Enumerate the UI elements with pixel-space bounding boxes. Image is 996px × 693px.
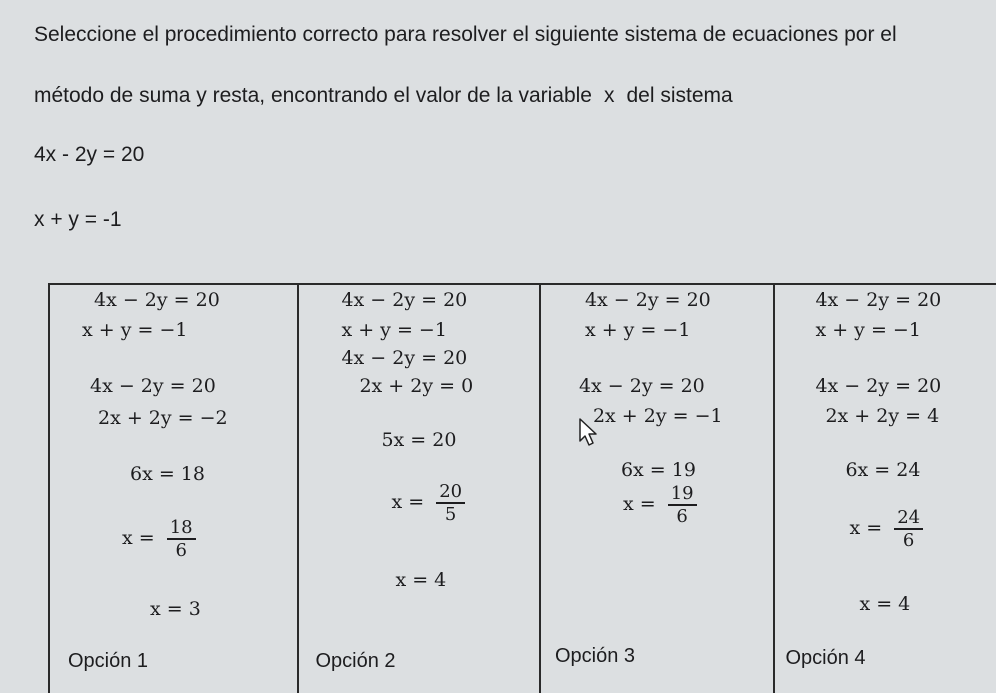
option-2-result: x = 4 <box>395 569 447 591</box>
option-4-fraction-row <box>849 507 923 551</box>
option-1-line-2: x + y = −1 <box>82 319 188 341</box>
option-2-line-1: 4x − 2y = 20 <box>341 289 468 311</box>
option-3-denominator: 6 <box>676 506 688 527</box>
option-3-fraction-row <box>623 483 697 527</box>
question-variable: x <box>604 84 615 107</box>
option-1-cell[interactable] <box>50 285 299 693</box>
options-table <box>48 283 996 693</box>
option-4-numerator: 24 <box>894 507 923 530</box>
option-1-line-4: 2x + 2y = −2 <box>98 407 228 429</box>
option-2-cell[interactable] <box>299 285 541 693</box>
option-3-cell[interactable] <box>541 285 776 693</box>
question-line-2-end: del sistema <box>626 84 733 107</box>
option-4-fraction-lhs: x = <box>849 517 883 539</box>
question-line-2-text: método de suma y resta, encontrando el valor de la variable <box>34 84 592 107</box>
option-2-line-3: 4x − 2y = 20 <box>341 347 468 369</box>
option-2-label[interactable]: Opción 2 <box>315 650 396 672</box>
option-4-line-2: x + y = −1 <box>815 319 921 341</box>
option-2-fraction-lhs: x = <box>391 491 425 513</box>
option-1-line-3: 4x − 2y = 20 <box>90 375 216 397</box>
option-4-line-4: 2x + 2y = 4 <box>825 405 940 427</box>
option-2-denominator: 5 <box>444 504 457 525</box>
option-4-denominator: 6 <box>902 530 915 551</box>
option-4-cell[interactable] <box>775 285 996 693</box>
option-1-fraction <box>167 517 196 561</box>
option-1-fraction-lhs: x = <box>122 527 155 549</box>
option-2-fraction-row <box>391 481 465 525</box>
system-equation-1: 4x - 2y = 20 <box>34 143 145 166</box>
option-1-line-5: 6x = 18 <box>130 463 205 485</box>
option-1-label[interactable]: Opción 1 <box>68 650 149 672</box>
option-1-line-1: 4x − 2y = 20 <box>94 289 220 311</box>
option-4-fraction <box>894 507 923 551</box>
option-4-line-3: 4x − 2y = 20 <box>815 375 942 397</box>
option-1-denominator: 6 <box>175 540 187 561</box>
option-4-line-1: 4x − 2y = 20 <box>815 289 942 311</box>
option-3-line-5: 6x = 19 <box>620 459 696 481</box>
option-1-numerator: 18 <box>167 517 196 540</box>
option-3-line-2: x + y = −1 <box>584 319 691 341</box>
option-4-line-5: 6x = 24 <box>845 459 921 481</box>
option-2-line-4: 2x + 2y = 0 <box>359 375 474 397</box>
option-3-fraction-lhs: x = <box>622 493 656 515</box>
option-1-result: x = 3 <box>150 598 201 620</box>
option-3-fraction <box>668 483 697 527</box>
mouse-cursor-icon <box>578 417 604 447</box>
system-equation-2: x + y = -1 <box>34 208 122 231</box>
option-4-result: x = 4 <box>859 593 911 615</box>
option-2-numerator: 20 <box>436 481 465 504</box>
option-3-line-1: 4x − 2y = 20 <box>584 289 711 311</box>
question-line-2 <box>34 81 733 111</box>
option-3-numerator: 19 <box>668 483 697 506</box>
option-4-label[interactable]: Opción 4 <box>785 647 866 669</box>
option-3-label[interactable]: Opción 3 <box>554 645 636 667</box>
question-line-1: Seleccione el procedimiento correcto para resolver el siguiente sistema de ecuaciones por el <box>34 23 897 46</box>
option-3-line-4: 2x + 2y = −1 <box>592 405 723 427</box>
option-1-fraction-row <box>122 517 196 561</box>
option-2-fraction <box>436 481 465 525</box>
option-2-line-5: 5x = 20 <box>381 429 457 451</box>
option-3-line-3: 4x − 2y = 20 <box>578 375 705 397</box>
option-2-line-2: x + y = −1 <box>341 319 447 341</box>
